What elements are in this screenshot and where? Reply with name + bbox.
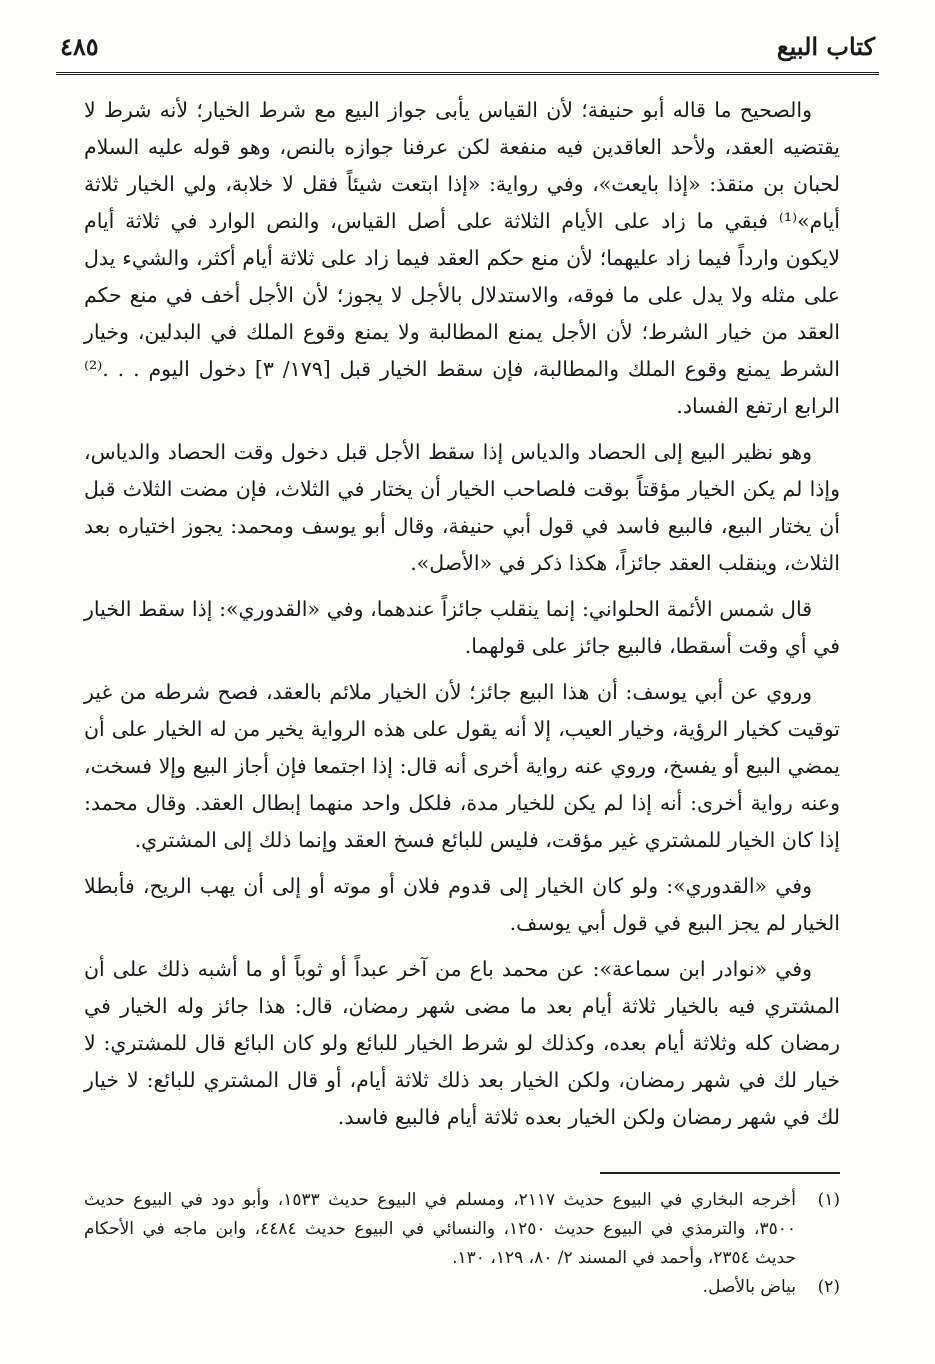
footnote-number: (١) [817,1190,840,1210]
header-rule [56,72,879,75]
footnote-text: أخرجه البخاري في البيوع حديث ٢١١٧، ومسلم في البيوع حديث ١٥٣٣، وأبو دود في البيوع حديث ٣٥٠٠، والترمذي في البيوع حديث ١٢٥٠، والنسائي في البيوع حديث ٤٤٨٤، وابن ماجه في الأحكام حديث ٢٣٥٤، وأحمد في المسند ٢/ ٨٠، ١٢٩، ١٣٠. [84,1190,796,1268]
paragraph: وهو نظير البيع إلى الحصاد والدياس إذا سقط الأجل قبل دخول وقت الحصاد والدياس، وإذا لم يكن الخيار مؤقتاً بوقت فلصاحب الخيار أن يختار في الثلاث، فإن مضت الثلاث قبل أن يختار البيع، فالبيع فاسد في قول أبي حنيفة، وقال أبو يوسف ومحمد: يجوز اختياره بعد الثلاث، وينقلب العقد جائزاً، هكذا ذكر في «الأصل». [84,440,840,575]
main-text [84,92,840,1145]
footnotes [84,1186,840,1302]
paragraph: وروي عن أبي يوسف: أن هذا البيع جائز؛ لأن الخيار ملائم بالعقد، فصح شرطه من غير توقيت كخيار الرؤية، وخيار العيب، إلا أنه يقول على هذه الرواية يخير من له الخيار على أن يمضي البيع أو يفسخ، وروي عنه رواية أخرى أنه قال: إذا اجتمعا فإن أجاز البيع وإلا فسخت، وعنه رواية أخرى: أنه إذا لم يكن للخيار مدة، فلكل واحد منهما إبطال العقد. وقال محمد: إذا كان الخيار للمشتري غير مؤقت، فليس للبائع فسخ العقد وإنما ذلك إلى المشتري. [84,680,840,852]
page-number: ٤٨٥ [60,32,99,61]
page-header [60,30,875,70]
paragraph: وفي «القدوري»: ولو كان الخيار إلى قدوم فلان أو موته أو إلى أن يهب الريح، فأبطلا الخيار لم يجز البيع في قول أبي يوسف. [84,874,840,935]
footnote-rule [600,1172,840,1174]
running-title: كتاب البيع [776,32,875,61]
footnote [84,1273,840,1302]
footnote-text: بياض بالأصل. [702,1277,796,1297]
paragraph: قال شمس الأئمة الحلواني: إنما ينقلب جائزاً عندهما، وفي «القدوري»: إذا سقط الخيار في أي وقت أسقطا، فالبيع جائز على قولهما. [84,597,840,658]
paragraph: وفي «نوادر ابن سماعة»: عن محمد باع من آخر عبداً أو ثوباً أو ما أشبه ذلك على أن المشتري فيه بالخيار ثلاثة أيام بعد ما مضى شهر رمضان، قال: هذا جائز وله الخيار في رمضان كله وثلاثة أيام بعده، وكذلك لو شرط الخيار للبائع ولو كان البائع قال للمشتري: لا خيار لك في شهر رمضان، ولكن الخيار بعد ذلك ثلاثة أيام، أو قال المشتري للبائع: لا خيار لك في شهر رمضان ولكن الخيار بعده ثلاثة أيام فالبيع فاسد. [84,957,840,1129]
footnote-number: (٢) [817,1277,840,1297]
footnote [84,1186,840,1273]
paragraph: والصحيح ما قاله أبو حنيفة؛ لأن القياس يأبى جواز البيع مع شرط الخيار؛ لأنه شرط لا يقتضيه العقد، ولأحد العاقدين فيه منفعة لكن عرفنا جوازه بالنص، وهو قوله عليه السلام لحبان بن منقذ: «إذا بايعت»، وفي رواية: «إذا ابتعت شيئاً فقل لا خلابة، ولي الخيار ثلاثة أيام»⁽¹⁾ فبقي ما زاد على الأيام الثلاثة على أصل القياس، والنص الوارد في ثلاثة أيام لايكون وارداً فيما زاد عليهما؛ لأن منع حكم العقد فيما زاد على ثلاثة أيام أكثر، والشيء يدل على مثله ولا يدل على ما فوقه، والاستدلال بالأجل لا يجوز؛ لأن الأجل أخف في منع حكم العقد من خيار الشرط؛ لأن الأجل يمنع المطالبة ولا يمنع وقوع الملك في البدلين، وخيار الشرط يمنع وقوع الملك والمطالبة، فإن سقط الخيار قبل [١٧٩/ ٣] دخول اليوم . . .⁽²⁾ الرابع ارتفع الفساد. [84,98,840,418]
